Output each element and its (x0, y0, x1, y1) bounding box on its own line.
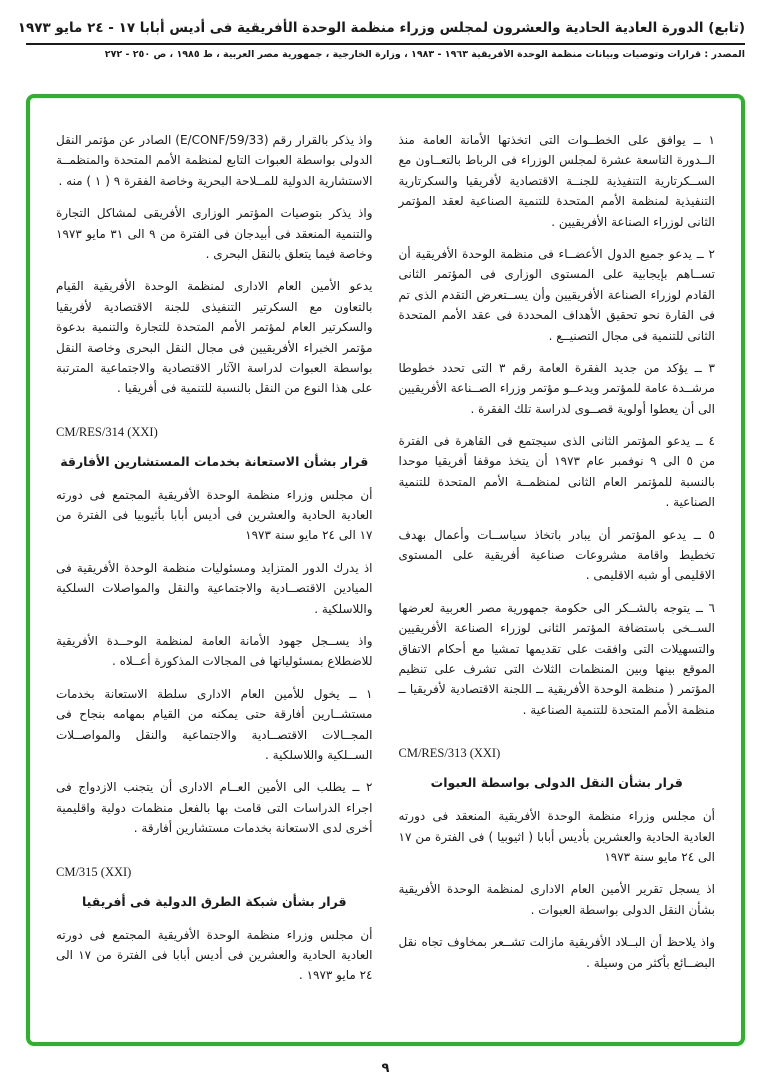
resolution-314-operative-1: ١ ــ يخول للأمين العام الادارى سلطة الاستعانة بخدمات مستشــارين أفارقة حتى يمكنه من القيام بمهامه بنجاح فى المجــالات الاقتصــادية والاجتماعية والنقل والمواصــلات الســلكية واللاسلكية . (56, 686, 373, 762)
resolution-313-preamble: أن مجلس وزراء منظمة الوحدة الأفريقية المنعقد فى دورته العادية الحادية والعشرين بأديس أبابا ( اثيوبيا ) فى الفترة من ١٧ الى ٢٤ مايو سنة ١٩٧٣ (398, 809, 715, 864)
resolution-313-title: قرار بشأن النقل الدولى بواسطة العبوات (430, 775, 683, 791)
resolution-314-title: قرار بشأن الاستعانة بخدمات المستشارين الأفارقة (60, 453, 369, 469)
numbered-item-3: ٣ ــ يؤكد من جديد الفقرة العامة رقم ٣ التى تحدد خطوطا مرشــدة عامة للمؤتمر ويدعــو مؤتمر وزراء الصــناعة الأفريقيين الى أن يعطوا أولوية قصــوى لدراسة تلك الفقرة . (398, 360, 715, 416)
resolution-315-title: قرار بشأن شبكة الطرق الدولية فى أفريقيا (81, 893, 347, 909)
resolution-313-clause-1: اذ يسجل تقرير الأمين العام الادارى لمنظمة الوحدة الأفريقية بشأن النقل الدولى بواسطة العبوات . (398, 882, 715, 917)
page-footer (0, 1061, 771, 1076)
source-citation: المصدر : قرارات وتوصيات وبيانات منظمة الوحدة الأفريقية ١٩٦٣ - ١٩٨٣ ، وزارة الخارجية ، جمهورية مصر العربية ، ط ١٩٨٥ ، ص ٢٥٠ - ٢٧٢ (104, 49, 745, 60)
numbered-item-6: ٦ ــ يتوجه بالشــكر الى حكومة جمهورية مصر العربية لعرضها الســخى باستضافة المؤتمر الثانى لوزراء الصناعة الأفريقيين والتسهيلات التى وافقت على تقديمها تمشيا مع أحكام الاتفاق الموقع بينها وبين المنظمات الثلاث التى تشرف على تنظيم المؤتمر ( منظمة الوحدة الأفريقية ــ اللجنة الاقتصادية لأفريقيا ــ منظمة الأمم المتحدة للتنمية الصناعية . (398, 600, 715, 717)
resolution-313-code: CM/RES/313 (XXI) (398, 746, 501, 761)
page-number: ٩ (381, 1061, 390, 1076)
left-column (56, 130, 373, 1024)
resolution-314-operative-2: ٢ ــ يطلب الى الأمين العــام الادارى أن يتجنب الازدواج فى اجراء الدراسات التى قامت بها بالفعل منظمات دولية واقليمية أخرى لدى الاستعانة بخدمات مستشارين أفارقة . (56, 780, 373, 836)
two-column-layout (56, 130, 715, 1024)
numbered-item-5: ٥ ــ يدعو المؤتمر أن يبادر باتخاذ سياســات وأعمال بهدف تخطيط واقامة مشروعات صناعية أفريقية على المستوى الاقليمى أو شبه الاقليمى . (398, 527, 715, 583)
recall-resolution-paragraph: واذ يذكر بالقرار رقم (E/CONF/59/33) الصادر عن مؤتمر النقل الدولى بواسطة العبوات التابع لمنظمة الأمم المتحدة والمنظمــة الاستشارية الدولية للمــلاحة البحرية وخاصة الفقرة ٩ ( ١ ) منه . (56, 133, 373, 188)
numbered-item-4: ٤ ــ يدعو المؤتمر الثانى الذى سيجتمع فى القاهرة فى الفترة من ٥ الى ٩ نوفمبر عام ١٩٧٣ أن يتخذ موقفا أفريقيا موحدا بالنسبة للمؤتمر العام الثانى لمنظمــة الأمم المتحدة للتنمية الصناعية . (398, 434, 716, 510)
resolution-314-preamble: أن مجلس وزراء منظمة الوحدة الأفريقية المجتمع فى دورته العادية الحادية والعشرين فى أديس أبابا بأثيوبيا فى الفترة من ١٧ الى ٢٤ مايو سنة ١٩٧٣ (56, 487, 373, 543)
resolution-314-code: CM/RES/314 (XXI) (56, 424, 158, 439)
green-border-frame (26, 94, 745, 1046)
numbered-item-2: ٢ ــ يدعو جميع الدول الأعضــاء فى منظمة الوحدة الأفريقية أن تســاهم بإيجابية على المستوى الوزارى فى المؤتمر الثانى القادم لوزراء الصناعة الأفريقيين وأن يســتعرض التقدم الذى تم فى القارة نحو تحقيق الأهداف المحددة فى عقد الأمم المتحدة الثانى للتنمية فى مجال التصنيــع . (398, 246, 715, 343)
resolution-313-clause-2: واذ يلاحظ أن البــلاد الأفريقية مازالت تشــعر بمخاوف تجاه نقل البضــائع بأكثر من وسيلة . (398, 935, 715, 970)
session-title: (تابع) الدورة العادية الحادية والعشرون لمجلس وزراء منظمة الوحدة الأفريقية فى أديس أبابا ١٧ - ٢٤ مايو ١٩٧٣ (17, 20, 745, 36)
right-column (399, 130, 716, 1024)
page-header (0, 0, 771, 60)
resolution-315-preamble: أن مجلس وزراء منظمة الوحدة الأفريقية المجتمع فى دورته العادية الحادية والعشرين فى أديس أبابا فى الفترة من ١٧ الى ٢٤ مايو ١٩٧٣ . (56, 927, 373, 983)
resolution-314-clause-2: واذ يســجل جهود الأمانة العامة لمنظمة الوحــدة الأفريقية للاضطلاع بمسئولياتها فى المجالات المذكورة أعــلاه . (56, 634, 373, 669)
header-divider (26, 43, 745, 45)
numbered-item-1: ١ ــ يوافق على الخطــوات التى اتخذتها الأمانة العامة منذ الــدورة التاسعة عشرة لمجلس الوزراء فى الرباط بالتعــاون مع الســكرتارية التنفيذية للجنــة الاقتصادية لأفريقيا والسكرتارية التنفيذية لمنظمة الأمم المتحدة للتنمية الصناعية لعقد المؤتمر الثانى لوزراء الصناعة الأفريقيين . (398, 133, 715, 229)
resolution-315-code: CM/315 (XXI) (56, 864, 132, 879)
invite-secretary-general-paragraph: يدعو الأمين العام الادارى لمنظمة الوحدة الأفريقية القيام بالتعاون مع السكرتير التنفيذى للجنة الاقتصادية لأفريقيا والسكرتير العام لمؤتمر الأمم المتحدة للتجارة والتنمية بدعوة مؤتمر الخبراء الأفريقيين فى مجال النقل البحرى وخاصة النقل بواسطة العبوات لدراسة الآثار الاقتصادية والاجتماعية المترتبة على هذا النوع من النقل بالنسبة للتنمية فى أفريقيا . (56, 279, 373, 396)
recall-recommendations-paragraph: واذ يذكر بتوصيات المؤتمر الوزارى الأفريقى لمشاكل التجارة والتنمية المنعقد فى أبيدجان فى الفترة من ٩ الى ٣١ مايو ١٩٧٣ وخاصة فيما يتعلق بالنقل البحرى . (56, 206, 373, 261)
resolution-314-clause-1: اذ يدرك الدور المتزايد ومسئوليات منظمة الوحدة الأفريقية فى الميادين الاقتصــادية والاجتماعية والنقل والمواصلات السلكية واللاسلكية . (56, 560, 373, 616)
